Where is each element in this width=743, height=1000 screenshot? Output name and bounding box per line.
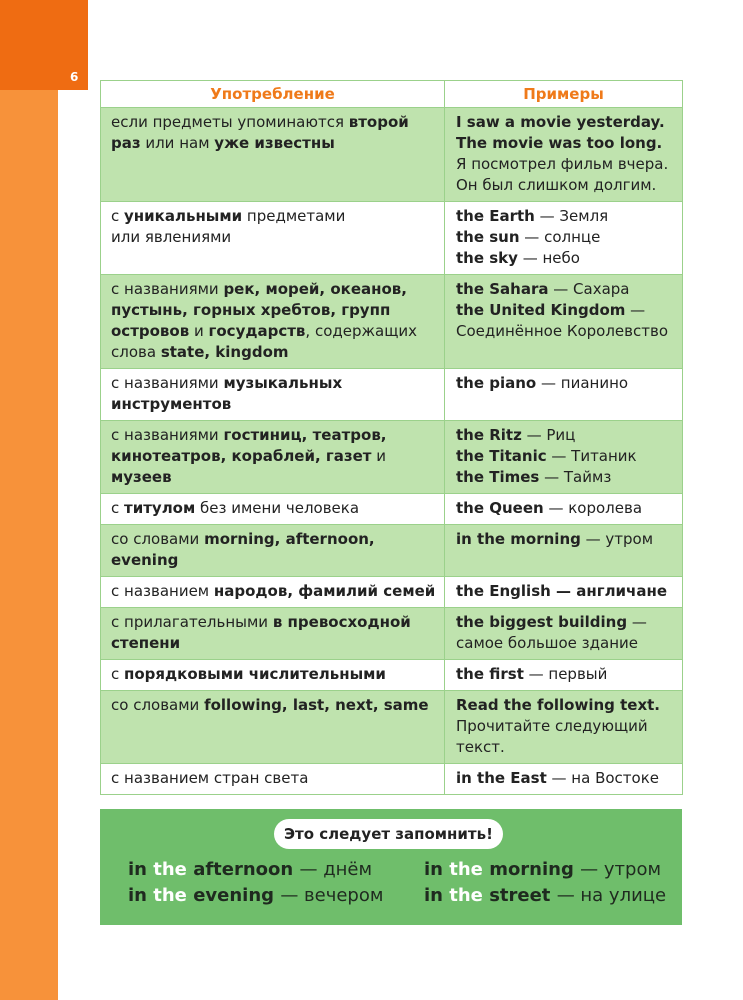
emphasis-text: уже известны	[214, 134, 335, 152]
usage-cell	[101, 691, 445, 764]
table-row	[101, 691, 683, 764]
plain-text: — Титаник	[546, 447, 637, 465]
emphasis-text: the English — англичане	[456, 582, 668, 600]
table-row	[101, 369, 683, 421]
plain-text: — Сахара	[548, 280, 630, 298]
example-cell	[445, 660, 683, 691]
table-row	[101, 421, 683, 494]
example-cell	[445, 108, 683, 202]
memo-preposition: in	[128, 859, 147, 880]
usage-cell	[101, 577, 445, 608]
usage-cell	[101, 275, 445, 369]
side-color-strip	[0, 0, 58, 1000]
plain-text: или явлениями	[111, 228, 232, 246]
emphasis-text: the sun	[456, 228, 520, 246]
emphasis-text: музеев	[111, 468, 172, 486]
memo-phrase	[424, 885, 666, 906]
memo-preposition: in	[128, 885, 147, 906]
table-header-row	[101, 81, 683, 108]
memo-translation: — вечером	[280, 885, 384, 906]
memo-word: afternoon	[193, 859, 294, 880]
example-cell	[445, 494, 683, 525]
memo-translation: — на улице	[556, 885, 667, 906]
emphasis-text: уникальными	[124, 207, 243, 225]
emphasis-text: музыкальных инструментов	[111, 374, 343, 413]
example-cell	[445, 764, 683, 795]
example-cell	[445, 608, 683, 660]
memo-translation: — утром	[580, 859, 662, 880]
emphasis-text: the Queen	[456, 499, 544, 517]
plain-text: с названиями	[111, 426, 224, 444]
emphasis-text: I saw a movie yesterday.	[456, 113, 665, 131]
emphasis-text: the Titanic	[456, 447, 547, 465]
memo-article: the	[153, 885, 187, 906]
plain-text: Соединённое Королевство	[456, 322, 669, 340]
plain-text: если предметы упоминаются	[111, 113, 349, 131]
plain-text: — солнце	[519, 228, 601, 246]
plain-text: —	[625, 301, 646, 319]
emphasis-text: the Sahara	[456, 280, 549, 298]
table-row	[101, 202, 683, 275]
usage-cell	[101, 108, 445, 202]
plain-text: с названиями	[111, 280, 224, 298]
usage-cell	[101, 202, 445, 275]
emphasis-text: state, kingdom	[160, 343, 289, 361]
table-row	[101, 660, 683, 691]
article-usage-table	[100, 80, 683, 795]
plain-text: с названиями	[111, 374, 224, 392]
usage-cell	[101, 608, 445, 660]
emphasis-text: порядковыми числительными	[124, 665, 386, 683]
plain-text: — утром	[580, 530, 654, 548]
plain-text: — небо	[517, 249, 580, 267]
plain-text: с	[111, 207, 125, 225]
example-cell	[445, 369, 683, 421]
emphasis-text: the Ritz	[456, 426, 522, 444]
usage-cell	[101, 764, 445, 795]
emphasis-text: the Times	[456, 468, 540, 486]
plain-text: — первый	[523, 665, 608, 683]
plain-text: — Земля	[534, 207, 609, 225]
plain-text: — на Востоке	[546, 769, 659, 787]
plain-text: — Риц	[521, 426, 576, 444]
emphasis-text: народов, фамилий семей	[213, 582, 436, 600]
table-row	[101, 525, 683, 577]
plain-text: — пианино	[536, 374, 629, 392]
emphasis-text: following, last, next, same	[204, 696, 429, 714]
emphasis-text: the piano	[456, 374, 537, 392]
usage-cell	[101, 660, 445, 691]
plain-text: или нам	[140, 134, 215, 152]
remember-box	[100, 809, 682, 925]
usage-cell	[101, 369, 445, 421]
plain-text: с названием стран света	[111, 769, 309, 787]
emphasis-text: the Earth	[456, 207, 535, 225]
memo-article: the	[153, 859, 187, 880]
memo-article: the	[449, 859, 483, 880]
emphasis-text: рек, морей, океанов, пустынь, горных хребтов, групп островов	[111, 280, 407, 340]
memo-article: the	[449, 885, 483, 906]
emphasis-text: второй раз	[111, 113, 409, 152]
emphasis-text: The movie was too long.	[456, 134, 663, 152]
emphasis-text: in the East	[456, 769, 547, 787]
memo-translation: — днём	[299, 859, 373, 880]
plain-text: предметами	[242, 207, 346, 225]
memo-word: street	[489, 885, 551, 906]
table-row	[101, 764, 683, 795]
plain-text: и	[371, 447, 386, 465]
example-cell	[445, 421, 683, 494]
usage-cell	[101, 421, 445, 494]
emphasis-text: the United Kingdom	[456, 301, 626, 319]
table-row	[101, 108, 683, 202]
emphasis-text: в превосходной степени	[111, 613, 411, 652]
emphasis-text: morning, afternoon, evening	[111, 530, 375, 569]
usage-cell	[101, 494, 445, 525]
example-cell	[445, 202, 683, 275]
example-cell	[445, 525, 683, 577]
plain-text: , содержащих слова	[111, 322, 417, 361]
plain-text: Он был слишком долгим.	[456, 176, 657, 194]
emphasis-text: государств	[208, 322, 306, 340]
header-examples: Примеры	[445, 81, 683, 108]
plain-text: и	[189, 322, 209, 340]
plain-text: самое большое здание	[456, 634, 639, 652]
plain-text: с названием	[111, 582, 214, 600]
emphasis-text: гостиниц, театров, кинотеатров, кораблей, газет	[111, 426, 387, 465]
memo-word: morning	[489, 859, 574, 880]
memo-phrase	[128, 885, 383, 906]
memo-preposition: in	[424, 885, 443, 906]
emphasis-text: Read the following text.	[456, 696, 660, 714]
memo-preposition: in	[424, 859, 443, 880]
example-cell	[445, 691, 683, 764]
plain-text: с	[111, 499, 125, 517]
memo-word: evening	[193, 885, 275, 906]
plain-text: без имени человека	[195, 499, 360, 517]
plain-text: со словами	[111, 696, 205, 714]
plain-text: —	[627, 613, 647, 631]
table-row	[101, 577, 683, 608]
usage-cell	[101, 525, 445, 577]
plain-text: — королева	[543, 499, 643, 517]
emphasis-text: the sky	[456, 249, 518, 267]
example-cell	[445, 275, 683, 369]
plain-text: с	[111, 665, 125, 683]
table-row	[101, 275, 683, 369]
memo-phrase	[128, 859, 372, 880]
emphasis-text: титулом	[124, 499, 196, 517]
header-usage: Употребление	[101, 81, 445, 108]
page-number: 6	[70, 70, 79, 84]
emphasis-text: in the morning	[456, 530, 581, 548]
emphasis-text: the first	[456, 665, 524, 683]
plain-text: Прочитайте следующий текст.	[456, 717, 648, 756]
plain-text: с прилагательными	[111, 613, 273, 631]
remember-title: Это следует запомнить!	[274, 819, 503, 849]
plain-text: — Таймз	[539, 468, 612, 486]
example-cell	[445, 577, 683, 608]
table-row	[101, 608, 683, 660]
plain-text: Я посмотрел фильм вчера.	[456, 155, 669, 173]
memo-phrase	[424, 859, 661, 880]
emphasis-text: the biggest building	[456, 613, 628, 631]
table-row	[101, 494, 683, 525]
plain-text: со словами	[111, 530, 205, 548]
